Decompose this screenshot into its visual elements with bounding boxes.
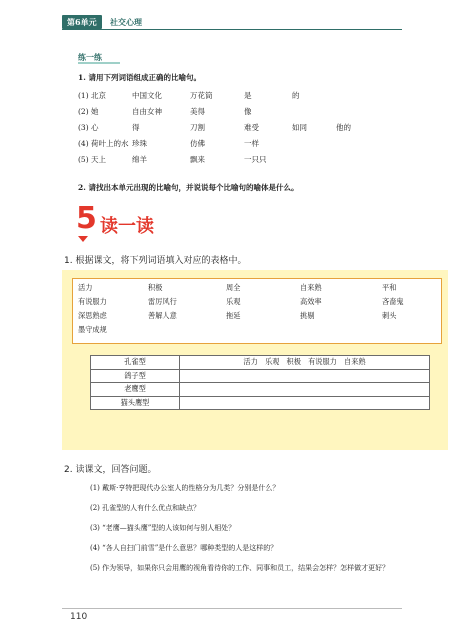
row-value[interactable] bbox=[180, 369, 430, 383]
practice-word: 飘来 bbox=[190, 155, 205, 164]
practice-word: 仿佛 bbox=[190, 139, 205, 148]
task2-item: (4) “各人自扫门前雪”是什么意思？哪种类型的人是这样的？ bbox=[90, 544, 278, 552]
word-bank-word: 平和 bbox=[382, 283, 397, 292]
word-bank-word: 拖延 bbox=[226, 311, 241, 320]
word-bank-word: 深思熟虑 bbox=[78, 311, 107, 320]
row-label: 鸽子型 bbox=[91, 369, 180, 383]
practice-word: 如同 bbox=[292, 123, 307, 132]
row-label: 老鹰型 bbox=[91, 383, 180, 397]
task1-heading: 1. 根据课文，将下列词语填入对应的表格中。 bbox=[64, 256, 247, 266]
word-bank-word: 挑剔 bbox=[300, 311, 315, 320]
footer-divider bbox=[62, 608, 402, 609]
word-bank-word: 墨守成规 bbox=[78, 325, 107, 334]
unit-tag: 第6单元 bbox=[62, 15, 102, 29]
practice-word: 绵羊 bbox=[132, 155, 147, 164]
word-bank-word: 自来熟 bbox=[300, 283, 322, 292]
practice-word: 得 bbox=[132, 123, 140, 132]
word-bank-word: 吝啬鬼 bbox=[382, 297, 404, 306]
classification-table bbox=[90, 355, 430, 410]
practice-item-label: (2) 她 bbox=[78, 107, 99, 116]
practice-word: 刀割 bbox=[190, 123, 205, 132]
word-bank-word: 周全 bbox=[226, 283, 241, 292]
table-row bbox=[91, 369, 430, 383]
practice-item-label: (3) 心 bbox=[78, 123, 99, 132]
task2-item: (5) 作为领导，如果你只会用鹰的视角看待你的工作、同事和员工，结果会怎样？怎样做才更好？ bbox=[90, 564, 390, 572]
practice-underline bbox=[78, 62, 120, 64]
practice-item-label: (4) 荷叶上的水 bbox=[78, 139, 129, 148]
task2-item: (3) “老鹰—猫头鹰”型的人该如何与别人相处？ bbox=[90, 524, 236, 532]
practice-word: 自由女神 bbox=[132, 107, 162, 116]
practice-word: 珍珠 bbox=[132, 139, 147, 148]
page-number: 110 bbox=[70, 612, 88, 622]
practice-word: 像 bbox=[244, 107, 252, 116]
word-bank-word: 有说服力 bbox=[78, 297, 107, 306]
word-bank-word: 活力 bbox=[78, 283, 93, 292]
word-bank-word: 刺头 bbox=[382, 311, 397, 320]
row-label: 猫头鹰型 bbox=[91, 396, 180, 410]
row-value[interactable] bbox=[180, 383, 430, 397]
practice-question-2: 2. 请找出本单元出现的比喻句，并说说每个比喻句的喻体是什么。 bbox=[78, 183, 299, 192]
practice-item-label: (5) 天上 bbox=[78, 155, 107, 164]
practice-word: 万花筒 bbox=[190, 91, 213, 100]
practice-word: 美得 bbox=[190, 107, 205, 116]
practice-title: 练一练 bbox=[78, 52, 102, 62]
practice-question-1: 1. 请用下列词语组成正确的比喻句。 bbox=[78, 73, 201, 82]
word-bank-word: 高效率 bbox=[300, 297, 322, 306]
practice-word: 一只只 bbox=[244, 155, 267, 164]
task2-item: (1) 戴斯·亨特把现代办公室人的性格分为几类？分别是什么？ bbox=[90, 484, 280, 492]
practice-word: 难受 bbox=[244, 123, 259, 132]
task2-heading: 2. 读课文，回答问题。 bbox=[64, 465, 157, 475]
page-header bbox=[0, 0, 462, 32]
practice-word: 中国文化 bbox=[132, 91, 162, 100]
practice-word: 一样 bbox=[244, 139, 259, 148]
word-bank-word: 乐观 bbox=[226, 297, 241, 306]
practice-word: 他的 bbox=[336, 123, 351, 132]
section-title: 读一读 bbox=[100, 216, 154, 237]
table-row bbox=[91, 383, 430, 397]
table-row bbox=[91, 356, 430, 370]
row-value[interactable]: 活力 乐观 积极 有说服力 自来熟 bbox=[180, 356, 430, 370]
row-label: 孔雀型 bbox=[91, 356, 180, 370]
table-row bbox=[91, 396, 430, 410]
unit-title: 社交心理 bbox=[110, 17, 142, 27]
word-bank-word: 积极 bbox=[148, 283, 163, 292]
practice-item-label: (1) 北京 bbox=[78, 91, 107, 100]
task2-item: (2) 孔雀型的人有什么优点和缺点？ bbox=[90, 504, 201, 512]
practice-word: 是 bbox=[244, 91, 252, 100]
practice-word: 的 bbox=[292, 91, 300, 100]
word-bank-word: 善解人意 bbox=[148, 311, 177, 320]
section-marker-icon bbox=[78, 236, 88, 242]
section-number: 5 bbox=[76, 201, 97, 236]
header-divider bbox=[62, 29, 402, 30]
word-bank-word: 雷厉风行 bbox=[148, 297, 177, 306]
row-value[interactable] bbox=[180, 396, 430, 410]
